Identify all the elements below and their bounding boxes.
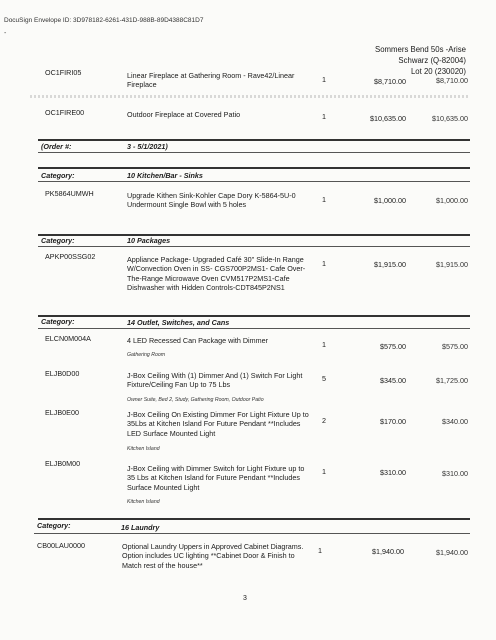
item-price: $8,710.00: [374, 77, 406, 86]
page-number: 3: [243, 595, 247, 602]
item-total: $8,710.00: [436, 76, 468, 85]
divider: [38, 328, 470, 329]
item-total: $575.00: [442, 342, 468, 351]
item-location: Owner Suite, Bed 2, Study, Gathering Room, Outdoor Patio: [127, 397, 264, 403]
order-value: 3 - 5/1/2021): [127, 142, 168, 151]
item-qty: 1: [322, 112, 326, 121]
item-location: Kitchen Island: [127, 499, 160, 505]
divider: [38, 152, 470, 153]
item-qty: 1: [322, 195, 326, 204]
divider: [38, 518, 470, 520]
category-label: Category:: [41, 236, 75, 245]
item-total: $1,940.00: [436, 548, 468, 557]
item-code: PK5864UMWH: [45, 189, 94, 198]
item-price: $1,940.00: [372, 547, 404, 556]
item-price: $1,915.00: [374, 260, 406, 269]
item-total: $1,000.00: [436, 196, 468, 205]
item-code: ELJB0D00: [45, 369, 80, 378]
item-total: $10,635.00: [432, 114, 468, 123]
category-label: Category:: [41, 317, 75, 326]
category-name: 10 Kitchen/Bar - Sinks: [127, 171, 203, 180]
category-label: Category:: [37, 521, 71, 530]
scan-artifact: [30, 95, 470, 98]
item-price: $310.00: [380, 468, 406, 477]
item-code: OC1FIRE00: [45, 108, 85, 117]
item-location: Gathering Room: [127, 352, 166, 358]
buyer-name: Schwarz (Q-82004): [398, 56, 466, 65]
item-total: $1,915.00: [436, 260, 468, 269]
divider: [38, 315, 470, 317]
item-description: Optional Laundry Uppers in Approved Cabinet Diagrams. Option includes UC lighting **Cabinet Door & Finish to Match rest of the house**: [122, 542, 304, 570]
divider: [38, 139, 470, 141]
item-description: 4 LED Recessed Can Package with Dimmer: [127, 336, 269, 345]
item-qty: 2: [322, 416, 326, 425]
mark: -: [4, 30, 7, 37]
item-price: $170.00: [380, 417, 406, 426]
item-code: ELCN0M004A: [45, 334, 91, 343]
item-qty: 1: [322, 467, 326, 476]
item-description: Upgrade Kithen Sink-Kohler Cape Dory K-5864-5U-0 Undermount Single Bowl with 5 holes: [127, 191, 296, 210]
category-name: 16 Laundry: [121, 523, 160, 532]
item-qty: 1: [322, 340, 326, 349]
item-price: $575.00: [380, 342, 406, 351]
item-description: Linear Fireplace at Gathering Room - Rave42/Linear Fireplace: [127, 71, 295, 90]
item-code: ELJB0M00: [45, 459, 81, 468]
item-description: Appliance Package- Upgraded Café 30" Slide-In Range W/Convection Oven in SS- CGS700P2MS1- Cafe Over-The-Range Microwave Oven CVM517P2MS1-Cafe Dishwasher with Hidden Controls-CDT845P2NS1: [127, 255, 306, 293]
item-description: J-Box Ceiling with Dimmer Switch for Light Fixture up to 35 Lbs at Kitchen Island for Future Pendant **Includes Surface Mounted Light: [127, 464, 305, 492]
item-qty: 1: [322, 259, 326, 268]
item-total: $1,725.00: [436, 376, 468, 385]
item-description: J-Box Ceiling On Existing Dimmer For Light Fixture Up to 35Lbs at Kitchen Island For Future Pendant **Includes LED Surface Mounted Light: [127, 410, 309, 438]
project-name: Sommers Bend 50s -Arise: [375, 45, 466, 54]
item-total: $340.00: [442, 417, 468, 426]
item-code: APKP00SSG02: [45, 252, 96, 261]
item-price: $345.00: [380, 376, 406, 385]
item-price: $1,000.00: [374, 196, 406, 205]
lot-number: Lot 20 (230020): [410, 67, 466, 76]
item-qty: 5: [322, 374, 326, 383]
item-qty: 1: [318, 546, 322, 555]
item-location: Kitchen Island: [127, 446, 160, 452]
item-qty: 1: [322, 75, 326, 84]
item-total: $310.00: [442, 469, 468, 478]
divider: [38, 181, 470, 182]
divider: [38, 167, 470, 169]
item-code: CB00LAU0000: [37, 541, 85, 550]
item-description: Outdoor Fireplace at Covered Patio: [127, 110, 241, 119]
divider: [38, 246, 470, 247]
item-code: ELJB0E00: [45, 408, 79, 417]
category-name: 14 Outlet, Switches, and Cans: [127, 318, 230, 327]
divider: [38, 234, 470, 236]
item-price: $10,635.00: [370, 114, 406, 123]
item-description: J-Box Ceiling With (1) Dimmer And (1) Switch For Light Fixture/Ceiling Fan Up to 75 Lbs: [127, 371, 303, 390]
item-code: OC1FIRI05: [45, 68, 82, 77]
divider: [34, 533, 470, 534]
order-label: (Order #:: [41, 142, 72, 151]
category-label: Category:: [41, 171, 75, 180]
envelope-id: DocuSign Envelope ID: 3D978182-6261-431D-988B-89D4388C81D7: [4, 17, 204, 24]
category-name: 10 Packages: [127, 236, 171, 245]
